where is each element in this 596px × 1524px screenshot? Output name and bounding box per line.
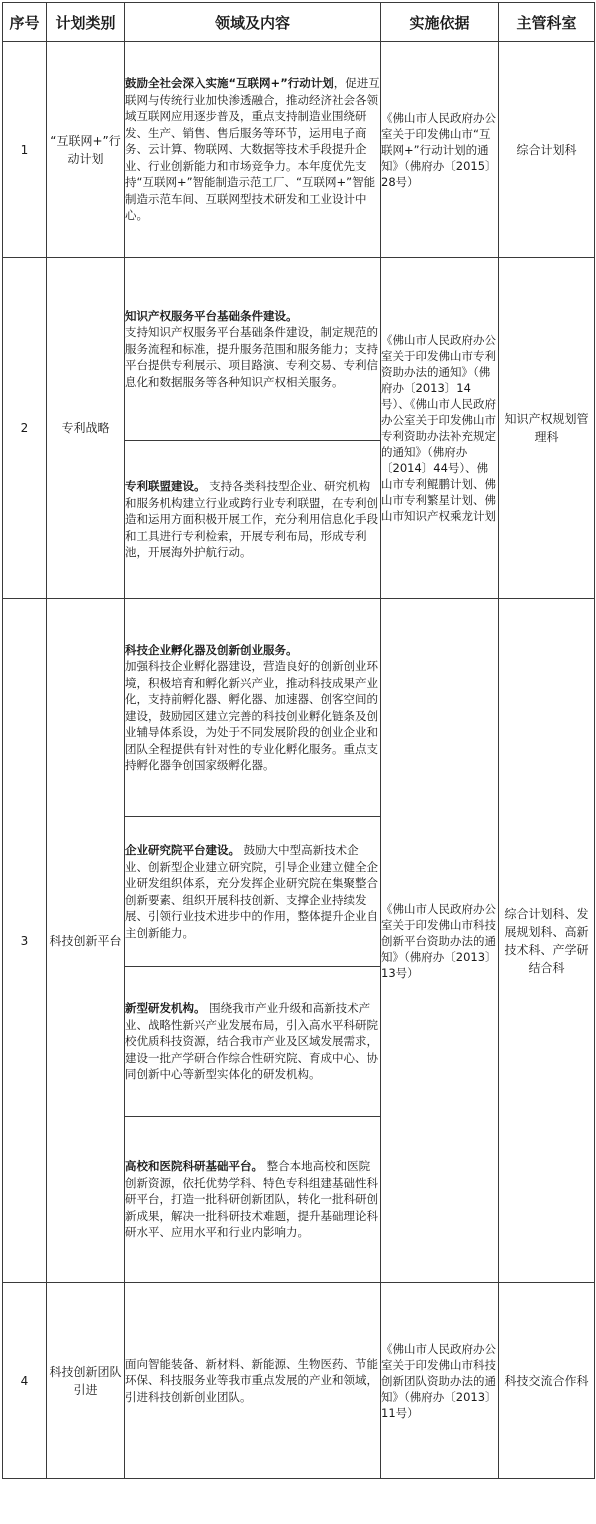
row-basis: 《佛山市人民政府办公室关于印发佛山市科技创新团队资助办法的通知》（佛府办〔2013〕11号） <box>381 1283 499 1479</box>
header-basis: 实施依据 <box>381 3 499 42</box>
row-number: 4 <box>3 1283 47 1479</box>
row-content-lead: 鼓励全社会深入实施“互联网+”行动计划 <box>125 76 334 91</box>
row-content-item <box>125 441 381 599</box>
item-body: 支持知识产权服务平台基础条件建设，制定规范的服务流程和标准，提升服务范围和服务能力；支持平台提供专利展示、项目路演、专利交易、专利信息化和数据服务等各种知识产权相关服务。 <box>125 325 378 389</box>
plan-table <box>2 2 595 1479</box>
item-title: 高校和医院科研基础平台。 <box>125 1159 263 1174</box>
item-body: 支持各类科技型企业、研究机构和服务机构建立行业或跨行业专利联盟，在专利创造和运用方面积极开展工作，充分利用信息化手段和工具进行专利检索，开展专利布局，形成专利池，开展海外护航行动。 <box>125 479 378 560</box>
row-category: 科技创新团队引进 <box>47 1283 125 1479</box>
item-title: 知识产权服务平台基础条件建设。 <box>125 308 298 323</box>
item-title: 科技企业孵化器及创新创业服务。 <box>125 642 298 657</box>
table-row <box>3 599 595 817</box>
table-row <box>3 1283 595 1479</box>
row-content-item <box>125 817 381 967</box>
row-category: 专利战略 <box>47 258 125 599</box>
row-content-text: 鼓励全社会深入实施“互联网+”行动计划，促进互联网与传统行业加快渗透融合，推动经济社会各领域互联网应用逐步普及，重点支持制造业围绕研发、生产、销售、售后服务等环节，运用电子商务、云计算、物联网、大数据等技术手段提升企业、行业创新能力和市场竞争力。本年度优先支持“互联网+”智能制造示范工厂、“互联网+”智能制造示范车间、互联网型技术研发和工业设计中心。 <box>125 76 380 223</box>
header-category: 计划类别 <box>47 3 125 42</box>
item-title: 专利联盟建设。 <box>125 479 206 494</box>
item-title: 新型研发机构。 <box>125 1001 206 1016</box>
header-row <box>3 3 595 42</box>
row-content: 面向智能装备、新材料、新能源、生物医药、节能环保、科技服务业等我市重点发展的产业和领域，引进科技创新创业团队。 <box>125 1283 381 1479</box>
row-number: 3 <box>3 599 47 1283</box>
item-title: 企业研究院平台建设。 <box>125 843 240 857</box>
row-content-item <box>125 967 381 1117</box>
header-dept: 主管科室 <box>499 3 595 42</box>
row-dept: 综合计划科 <box>499 42 595 258</box>
row-basis: 《佛山市人民政府办公室关于印发佛山市科技创新平台资助办法的通知》（佛府办〔2013〕13号） <box>381 599 499 1283</box>
table-row <box>3 258 595 441</box>
header-no: 序号 <box>3 3 47 42</box>
table-row <box>3 42 595 258</box>
item-body: 围绕我市产业升级和高新技术产业、战略性新兴产业发展布局，引入高水平科研院校优质科技资源，结合我市产业及区域发展需求，建设一批产学研合作综合性研究院、育成中心、协同创新中心等新型实体化的研发机构。 <box>125 1001 378 1082</box>
row-category: 科技创新平台 <box>47 599 125 1283</box>
row-category: “互联网+”行动计划 <box>47 42 125 258</box>
item-body: 整合本地高校和医院创新资源，依托优势学科、特色专科组建基础性科研平台，打造一批科研创新团队，转化一批科研创新成果，解决一批科研技术难题，提升基础理论科研水平、应用水平和行业内影响力。 <box>125 1159 378 1240</box>
row-content-item <box>125 258 381 441</box>
row-number: 1 <box>3 42 47 258</box>
header-content: 领域及内容 <box>125 3 381 42</box>
row-dept: 综合计划科、发展规划科、高新技术科、产学研结合科 <box>499 599 595 1283</box>
row-dept: 科技交流合作科 <box>499 1283 595 1479</box>
item-body: 加强科技企业孵化器建设，营造良好的创新创业环境，积极培育和孵化新兴产业，推动科技成果产业化，支持前孵化器、孵化器、加速器、创客空间的建设，鼓励园区建立完善的科技创业孵化链条及创业辅导体系设，为处于不同发展阶段的创业企业和团队全程提供有针对性的专业化孵化服务。重点支持孵化器争创国家级孵化器。 <box>125 659 378 772</box>
row-content <box>125 42 381 258</box>
item-body: 鼓励大中型高新技术企业、创新型企业建立研究院，引导企业建立健全企业研发组织体系，充分发挥企业研究院在集聚整合创新要素、组织开展科技创新、支撑企业持续发展、引领行业技术进步中的作用，整体提升企业自主创新能力。 <box>125 843 378 940</box>
row-number: 2 <box>3 258 47 599</box>
row-dept: 知识产权规划管理科 <box>499 258 595 599</box>
row-content-item <box>125 1117 381 1283</box>
row-basis: 《佛山市人民政府办公室关于印发佛山市“互联网+”行动计划的通知》（佛府办〔2015〕28号） <box>381 42 499 258</box>
row-content-item <box>125 599 381 817</box>
row-basis: 《佛山市人民政府办公室关于印发佛山市专利资助办法的通知》（佛府办〔2013〕14号）、《佛山市人民政府办公室关于印发佛山市专利资助办法补充规定的通知》（佛府办〔2014〕44号）、佛山市专利鲲鹏计划、佛山市专利繁星计划、佛山市知识产权乘龙计划 <box>381 258 499 599</box>
